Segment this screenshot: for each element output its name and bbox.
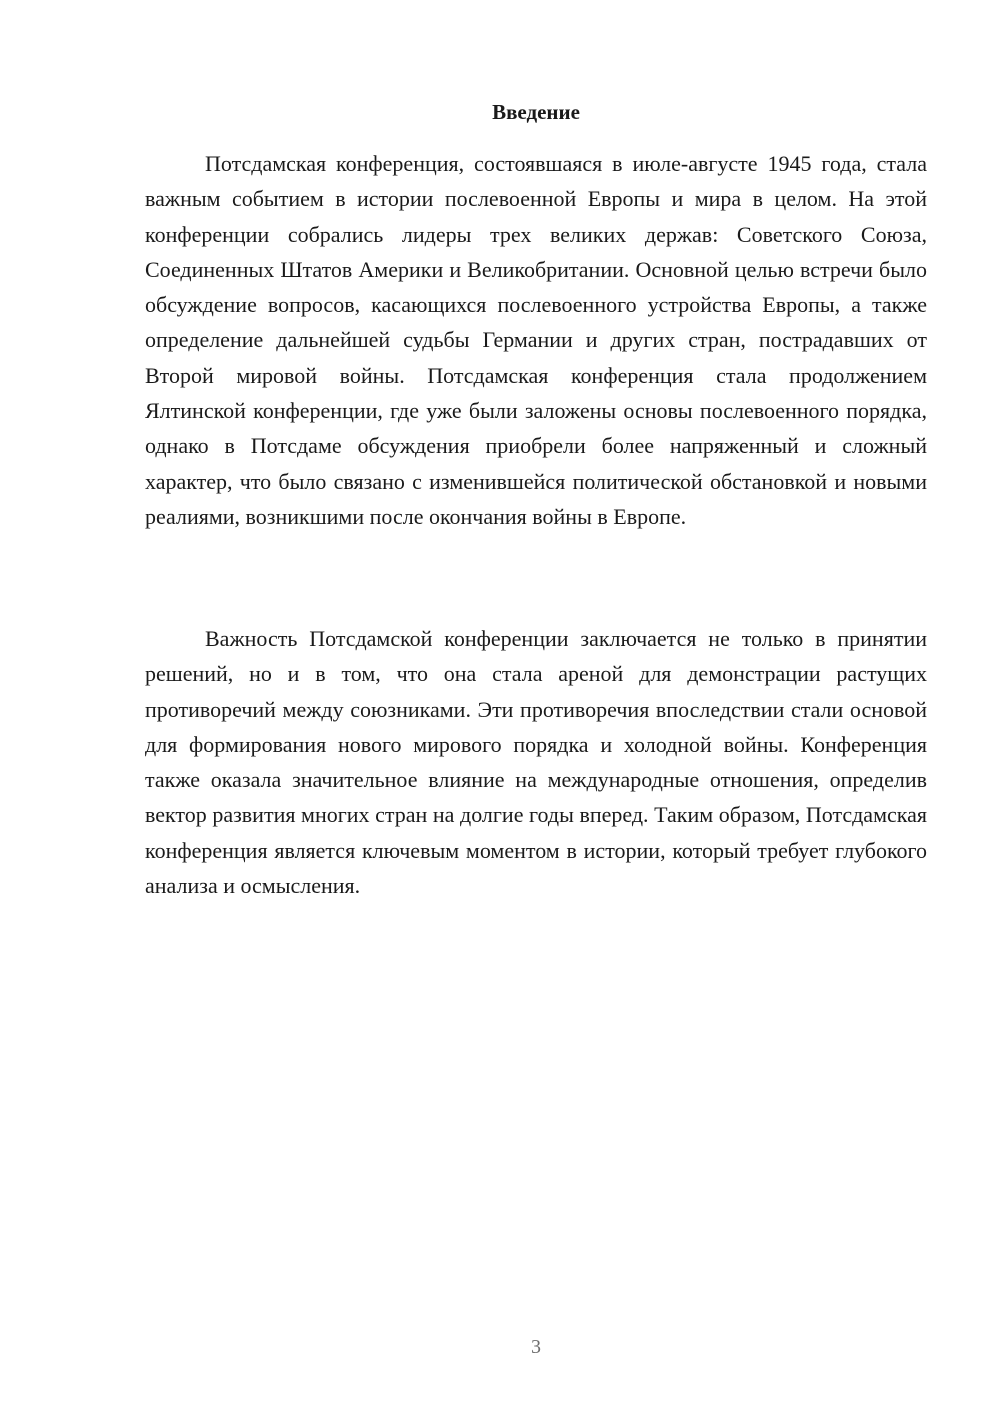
paragraph-2: Важность Потсдамской конференции заключается не только в принятии решений, но и в том, что она стала ареной для демонстрации растущих противоречий между союзниками. Эти противоречия впоследствии стали основой для формирования нового мирового порядка и холодной войны. Конференция также оказала значительное влияние на международные отношения, определив вектор развития многих стран на долгие годы вперед. Таким образом, Потсдамская конференция является ключевым моментом в истории, который требует глубокого анализа и осмысления. — [145, 626, 927, 899]
paragraph-1: Потсдамская конференция, состоявшаяся в июле-августе 1945 года, стала важным событием в истории послевоенной Европы и мира в целом. На этой конференции собрались лидеры трех великих держав: Советского Союза, Соединенных Штатов Америки и Великобритании. Основной целью встречи было обсуждение вопросов, касающихся послевоенного устройства Европы, а также определение дальнейшей судьбы Германии и других стран, пострадавших от Второй мировой войны. Потсдамская конференция стала продолжением Ялтинской конференции, где уже были заложены основы послевоенного порядка, однако в Потсдаме обсуждения приобрели более напряженный и сложный характер, что было связано с изменившейся политической обстановкой и новыми реалиями, возникшими после окончания войны в Европе. — [145, 151, 927, 529]
page-number: 3 — [531, 1336, 541, 1358]
section-heading: Введение — [492, 100, 580, 124]
